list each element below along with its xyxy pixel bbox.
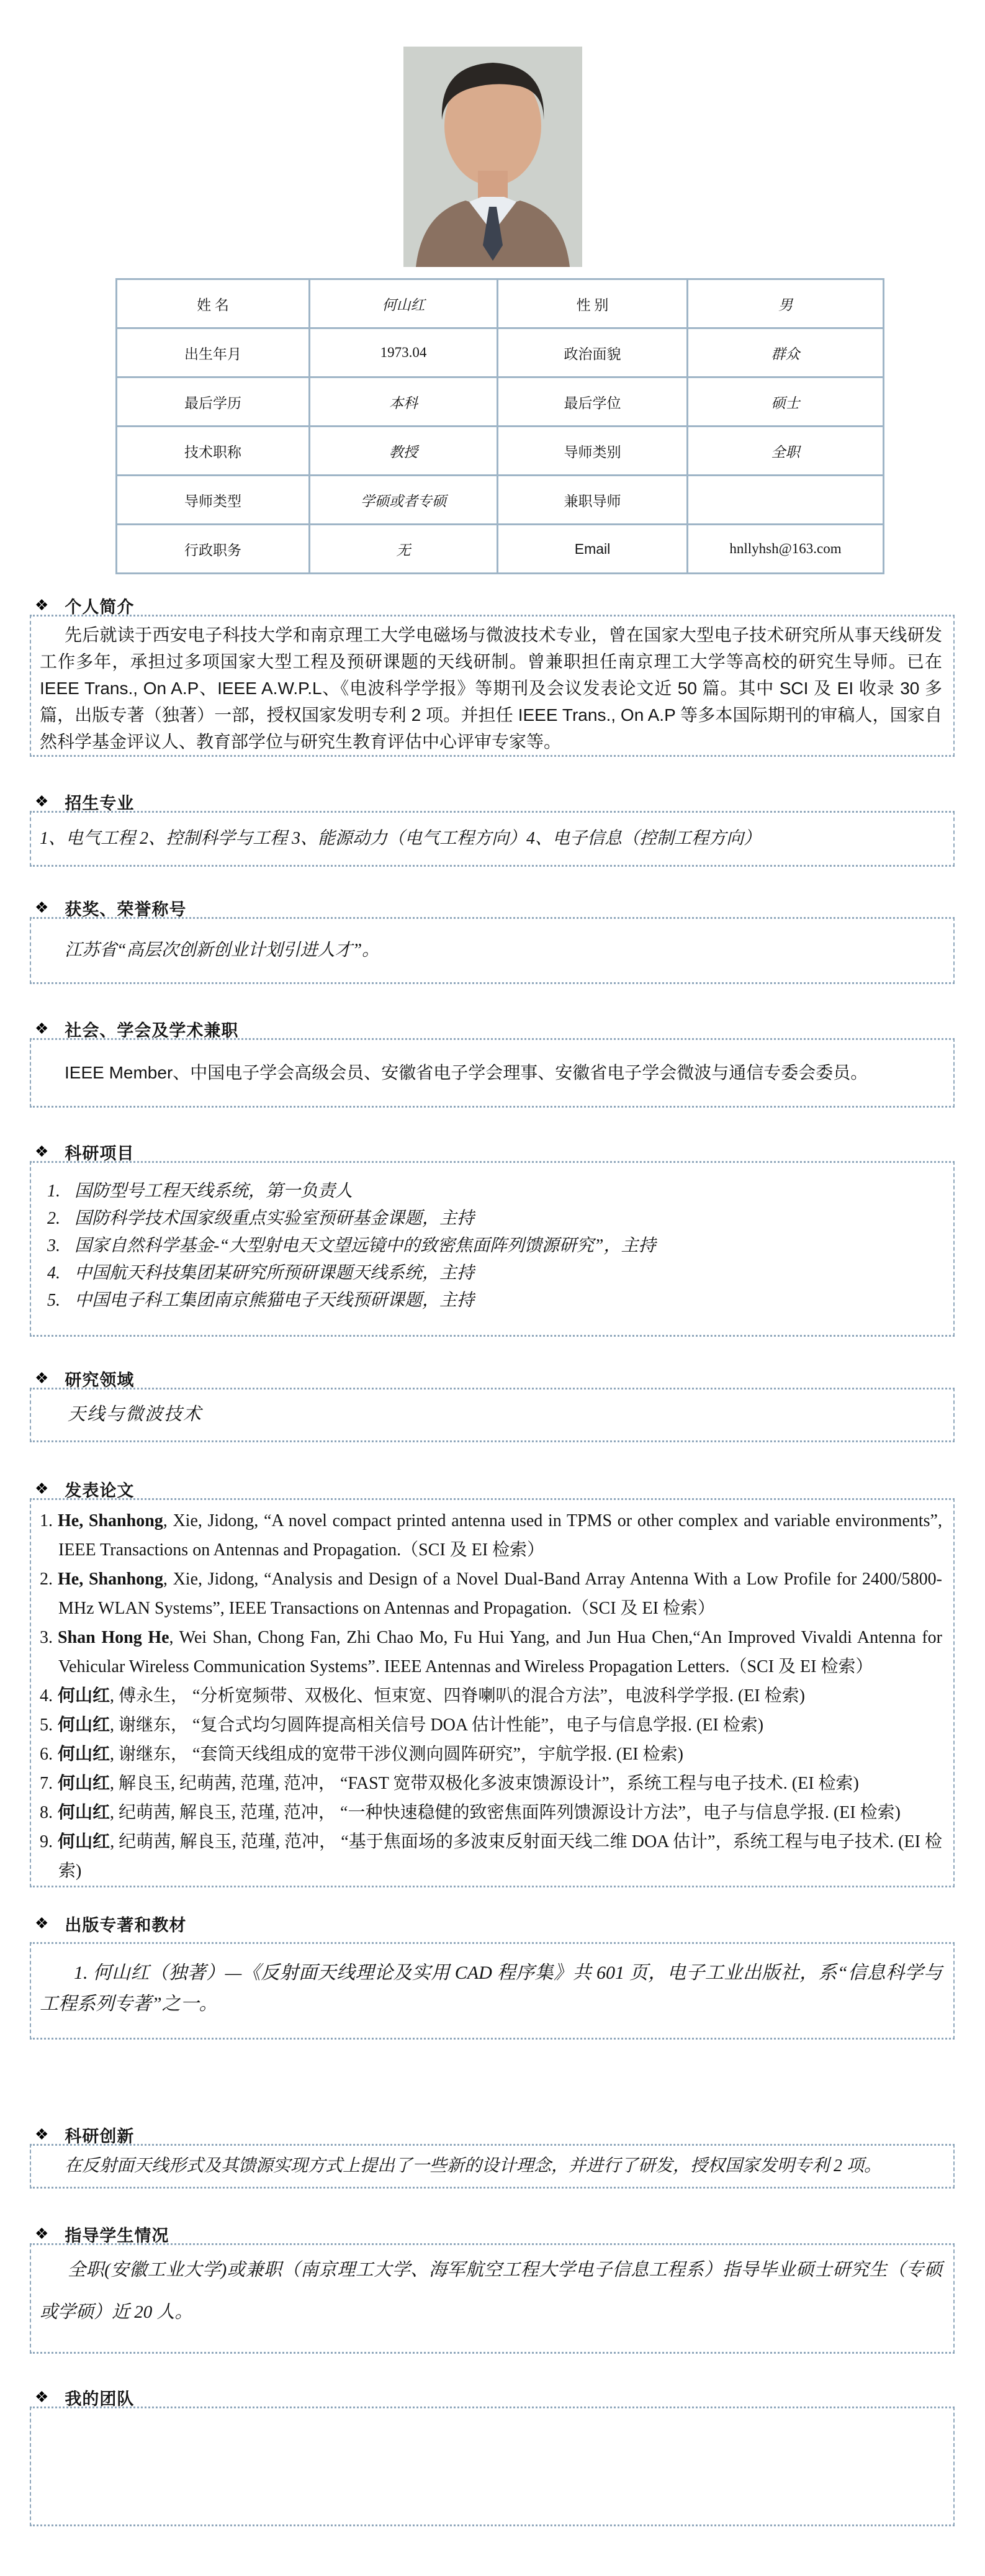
section-diamond-icon: ❖: [35, 2225, 49, 2243]
profile-info-table: [115, 278, 884, 574]
project-text: 中国航天科技集团某研究所预研课题天线系统，主持: [74, 1263, 475, 1283]
table-value-cell: 男: [688, 279, 884, 328]
innovation-box: [30, 2144, 955, 2189]
publication-number: 4.: [40, 1686, 53, 1706]
section-header: [30, 1480, 955, 1498]
enrollment-box: [30, 811, 955, 867]
section-innovation: [30, 2125, 955, 2189]
table-label-cell: 政治面貌: [498, 328, 688, 377]
project-text: 国防科学技术国家级重点实验室预研基金课题，主持: [74, 1209, 475, 1228]
publication-text: , 纪萌茜, 解良玉, 范瑾, 范冲， “基于焦面场的多波束反射面天线二维 DOA 估计”，系统工程与电子技术. (EI 检索): [58, 1832, 942, 1881]
portrait-placeholder-image: [403, 47, 582, 267]
publication-item: [40, 1565, 942, 1623]
table-row: [117, 525, 884, 574]
table-row: [117, 476, 884, 525]
table-label-cell-email: Email: [498, 525, 688, 574]
table-label-cell: 行政职务: [117, 525, 310, 574]
publication-text: , 谢继东， “复合式均匀圆阵提高相关信号 DOA 估计性能”，电子与信息学报. (EI 检索): [110, 1715, 764, 1735]
table-value-cell: 无: [310, 525, 498, 574]
intro-text: 先后就读于西安电子科技大学和南京理工大学电磁场与微波技术专业，曾在国家大型电子技术研究所从事天线研发工作多年，承担过多项国家大型工程及预研课题的天线研制。曾兼职担任南京理工大学等高校的研究生导师。已在 IEEE Trans., On A.P、IEEE A.W.P.L、《电波科学学报》等期刊及会议发表论文近 50 篇。其中 SCI 及 EI 收录 30 多篇，出版专著（独著）一部，授权国家发明专利 2 项。并担任 IEEE Trans., On A.P 等多本国际期刊的审稿人，国家自然科学基金评议人、教育部学位与研究生教育评估中心评审专家等。: [40, 625, 942, 751]
students-box: [30, 2243, 955, 2354]
publication-authors-bold: Shan Hong He: [58, 1628, 169, 1647]
projects-box: [30, 1161, 955, 1337]
table-label-cell: 技术职称: [117, 427, 310, 476]
section-title: 科研项目: [65, 1144, 135, 1163]
publications-list: [40, 1506, 942, 1886]
section-team: [30, 2388, 955, 2526]
table-label-cell: 最后学历: [117, 377, 310, 427]
section-diamond-icon: ❖: [35, 2126, 49, 2143]
innovation-text: 在反射面天线形式及其馈源实现方式上提出了一些新的设计理念，并进行了研发，授权国家发明专利 2 项。: [65, 2156, 882, 2176]
section-title: 出版专著和教材: [65, 1915, 187, 1935]
section-enrollment: [30, 792, 955, 867]
project-number: 4.: [47, 1263, 60, 1283]
section-header: [30, 1369, 955, 1388]
section-diamond-icon: ❖: [35, 899, 49, 916]
section-title: 我的团队: [65, 2389, 135, 2408]
project-number: 3.: [47, 1236, 60, 1255]
publication-number: 3.: [40, 1628, 53, 1647]
table-label-cell: 兼职导师: [498, 476, 688, 525]
table-label-cell: 导师类型: [117, 476, 310, 525]
section-title: 招生专业: [65, 793, 135, 813]
project-item: [47, 1287, 942, 1314]
books-box: [30, 1942, 955, 2040]
project-number: 2.: [47, 1209, 60, 1228]
publication-authors-bold: 何山红: [58, 1774, 110, 1793]
project-item: [47, 1260, 942, 1287]
section-memberships: [30, 1019, 955, 1108]
publication-item: [40, 1827, 942, 1886]
section-title: 科研创新: [65, 2126, 135, 2146]
publication-number: 5.: [40, 1715, 53, 1735]
table-value-cell: [688, 476, 884, 525]
project-text: 中国电子科工集团南京熊猫电子天线预研课题，主持: [74, 1291, 475, 1310]
table-label-cell: 性 别: [498, 279, 688, 328]
project-number: 5.: [47, 1291, 60, 1310]
publication-authors-bold: He, Shanhong: [58, 1570, 163, 1589]
publication-text: , Xie, Jidong, “A novel compact printed antenna used in TPMS or other complex and variable environments”, IEEE Transactions on Antennas and Propagation.（SCI 及 EI 检索）: [58, 1511, 942, 1560]
section-awards: [30, 898, 955, 984]
publication-authors-bold: 何山红: [58, 1745, 110, 1764]
project-item: [47, 1232, 942, 1260]
project-text: 国家自然科学基金-“大型射电天文望远镜中的致密焦面阵列馈源研究”，主持: [74, 1236, 656, 1255]
publication-authors-bold: He, Shanhong: [58, 1511, 163, 1530]
team-box: [30, 2407, 955, 2526]
table-label-cell: 姓 名: [117, 279, 310, 328]
table-value-cell: 群众: [688, 328, 884, 377]
table-label-cell: 最后学位: [498, 377, 688, 427]
section-students: [30, 2225, 955, 2354]
section-header: [30, 792, 955, 811]
publication-authors-bold: 何山红: [58, 1803, 110, 1822]
table-row: [117, 328, 884, 377]
publication-number: 6.: [40, 1745, 53, 1764]
profile-photo: [403, 47, 582, 267]
awards-box: [30, 917, 955, 984]
section-diamond-icon: ❖: [35, 1370, 49, 1387]
publication-number: 8.: [40, 1803, 53, 1822]
section-diamond-icon: ❖: [35, 2388, 49, 2406]
section-title: 指导学生情况: [65, 2226, 169, 2245]
publication-item: [40, 1769, 942, 1798]
publication-text: , 谢继东， “套筒天线组成的宽带干涉仪测向圆阵研究”，宇航学报. (EI 检索): [110, 1745, 683, 1764]
table-value-cell: 何山红: [310, 279, 498, 328]
section-header: [30, 2388, 955, 2407]
publication-number: 1.: [40, 1511, 53, 1530]
memberships-text: IEEE Member、中国电子学会高级会员、安徽省电子学会理事、安徽省电子学会微波与通信专委会委员。: [65, 1063, 868, 1082]
section-title: 研究领域: [65, 1370, 135, 1390]
publications-box: [30, 1498, 955, 1887]
publication-number: 9.: [40, 1832, 53, 1851]
table-value-cell: 本科: [310, 377, 498, 427]
table-value-cell-email: hnllyhsh@163.com: [688, 525, 884, 574]
section-header: [30, 596, 955, 615]
table-value-cell: 全职: [688, 427, 884, 476]
section-publications: [30, 1480, 955, 1887]
publication-text: , 纪萌茜, 解良玉, 范瑾, 范冲， “一种快速稳健的致密焦面阵列馈源设计方法”，电子与信息学报. (EI 检索): [110, 1803, 901, 1822]
project-item: [47, 1178, 942, 1205]
books-text: 1. 何山红（独著）—《反射面天线理论及实用 CAD 程序集》共 601 页，电子工业出版社，系“信息科学与工程系列专著”之一。: [40, 1963, 942, 2014]
section-diamond-icon: ❖: [35, 1915, 49, 1932]
section-diamond-icon: ❖: [35, 1143, 49, 1160]
publication-item: [40, 1681, 942, 1711]
publication-text: , Xie, Jidong, “Analysis and Design of a Novel Dual-Band Array Antenna With a Low Profile for 2400/5800-MHz WLAN Systems”, IEEE Transactions on Antennas and Propagation.（SCI 及 EI 检索）: [58, 1570, 942, 1618]
publication-item: [40, 1506, 942, 1565]
project-item: [47, 1205, 942, 1232]
section-intro: [30, 596, 955, 757]
publication-item: [40, 1740, 942, 1769]
publication-item: [40, 1798, 942, 1827]
table-row: [117, 427, 884, 476]
table-value-cell: 硕士: [688, 377, 884, 427]
section-title: 获奖、荣誉称号: [65, 900, 187, 919]
memberships-box: [30, 1038, 955, 1108]
section-diamond-icon: ❖: [35, 1480, 49, 1498]
section-diamond-icon: ❖: [35, 793, 49, 810]
section-header: [30, 898, 955, 917]
intro-box: [30, 615, 955, 757]
publication-authors-bold: 何山红: [58, 1832, 110, 1851]
projects-list: [40, 1178, 942, 1314]
section-header: [30, 2225, 955, 2243]
publication-text: , 解良玉, 纪萌茜, 范瑾, 范冲， “FAST 宽带双极化多波束馈源设计”，系统工程与电子技术. (EI 检索): [110, 1774, 859, 1793]
table-label-cell: 出生年月: [117, 328, 310, 377]
table-label-cell: 导师类别: [498, 427, 688, 476]
publication-authors-bold: 何山红: [58, 1715, 110, 1735]
section-title: 个人简介: [65, 597, 135, 617]
research-area-text: 天线与微波技术: [68, 1404, 203, 1425]
publication-item: [40, 1711, 942, 1740]
publication-number: 2.: [40, 1570, 53, 1589]
section-diamond-icon: ❖: [35, 597, 49, 614]
students-text: 全职(安徽工业大学)或兼职（南京理工大学、海军航空工程大学电子信息工程系）指导毕业硕士研究生（专硕或学硕）近 20 人。: [40, 2260, 942, 2322]
awards-text: 江苏省“高层次创新创业计划引进人才”。: [65, 941, 380, 960]
section-projects: [30, 1142, 955, 1337]
section-header: [30, 1019, 955, 1038]
table-value-cell: 教授: [310, 427, 498, 476]
section-title: 社会、学会及学术兼职: [65, 1021, 239, 1040]
section-research-area: [30, 1369, 955, 1442]
table-row: [117, 377, 884, 427]
enrollment-text: 1、电气工程 2、控制科学与工程 3、能源动力（电气工程方向）4、电子信息（控制工程方向）: [40, 829, 762, 848]
project-number: 1.: [47, 1182, 60, 1201]
table-value-cell: 学硕或者专硕: [310, 476, 498, 525]
research-area-box: [30, 1388, 955, 1442]
section-header: [30, 2125, 955, 2144]
section-header: [30, 1914, 955, 1933]
project-text: 国防型号工程天线系统，第一负责人: [74, 1182, 353, 1201]
publication-text: , Wei Shan, Chong Fan, Zhi Chao Mo, Fu Hui Yang, and Jun Hua Chen,“An Improved Vivaldi Antenna for Vehicular Wireless Communication Systems”. IEEE Antennas and Wireless Propagation Letters.（SCI 及 EI 检索）: [58, 1628, 942, 1676]
publication-number: 7.: [40, 1774, 53, 1793]
table-row: [117, 279, 884, 328]
section-diamond-icon: ❖: [35, 1020, 49, 1037]
section-title: 发表论文: [65, 1481, 135, 1500]
section-books: [30, 1914, 955, 2040]
publication-text: , 傅永生， “分析宽频带、双极化、恒束宽、四脊喇叭的混合方法”，电波科学学报. (EI 检索): [110, 1686, 805, 1706]
section-header: [30, 1142, 955, 1161]
publication-item: [40, 1623, 942, 1681]
table-value-cell: 1973.04: [310, 328, 498, 377]
publication-authors-bold: 何山红: [58, 1686, 110, 1706]
